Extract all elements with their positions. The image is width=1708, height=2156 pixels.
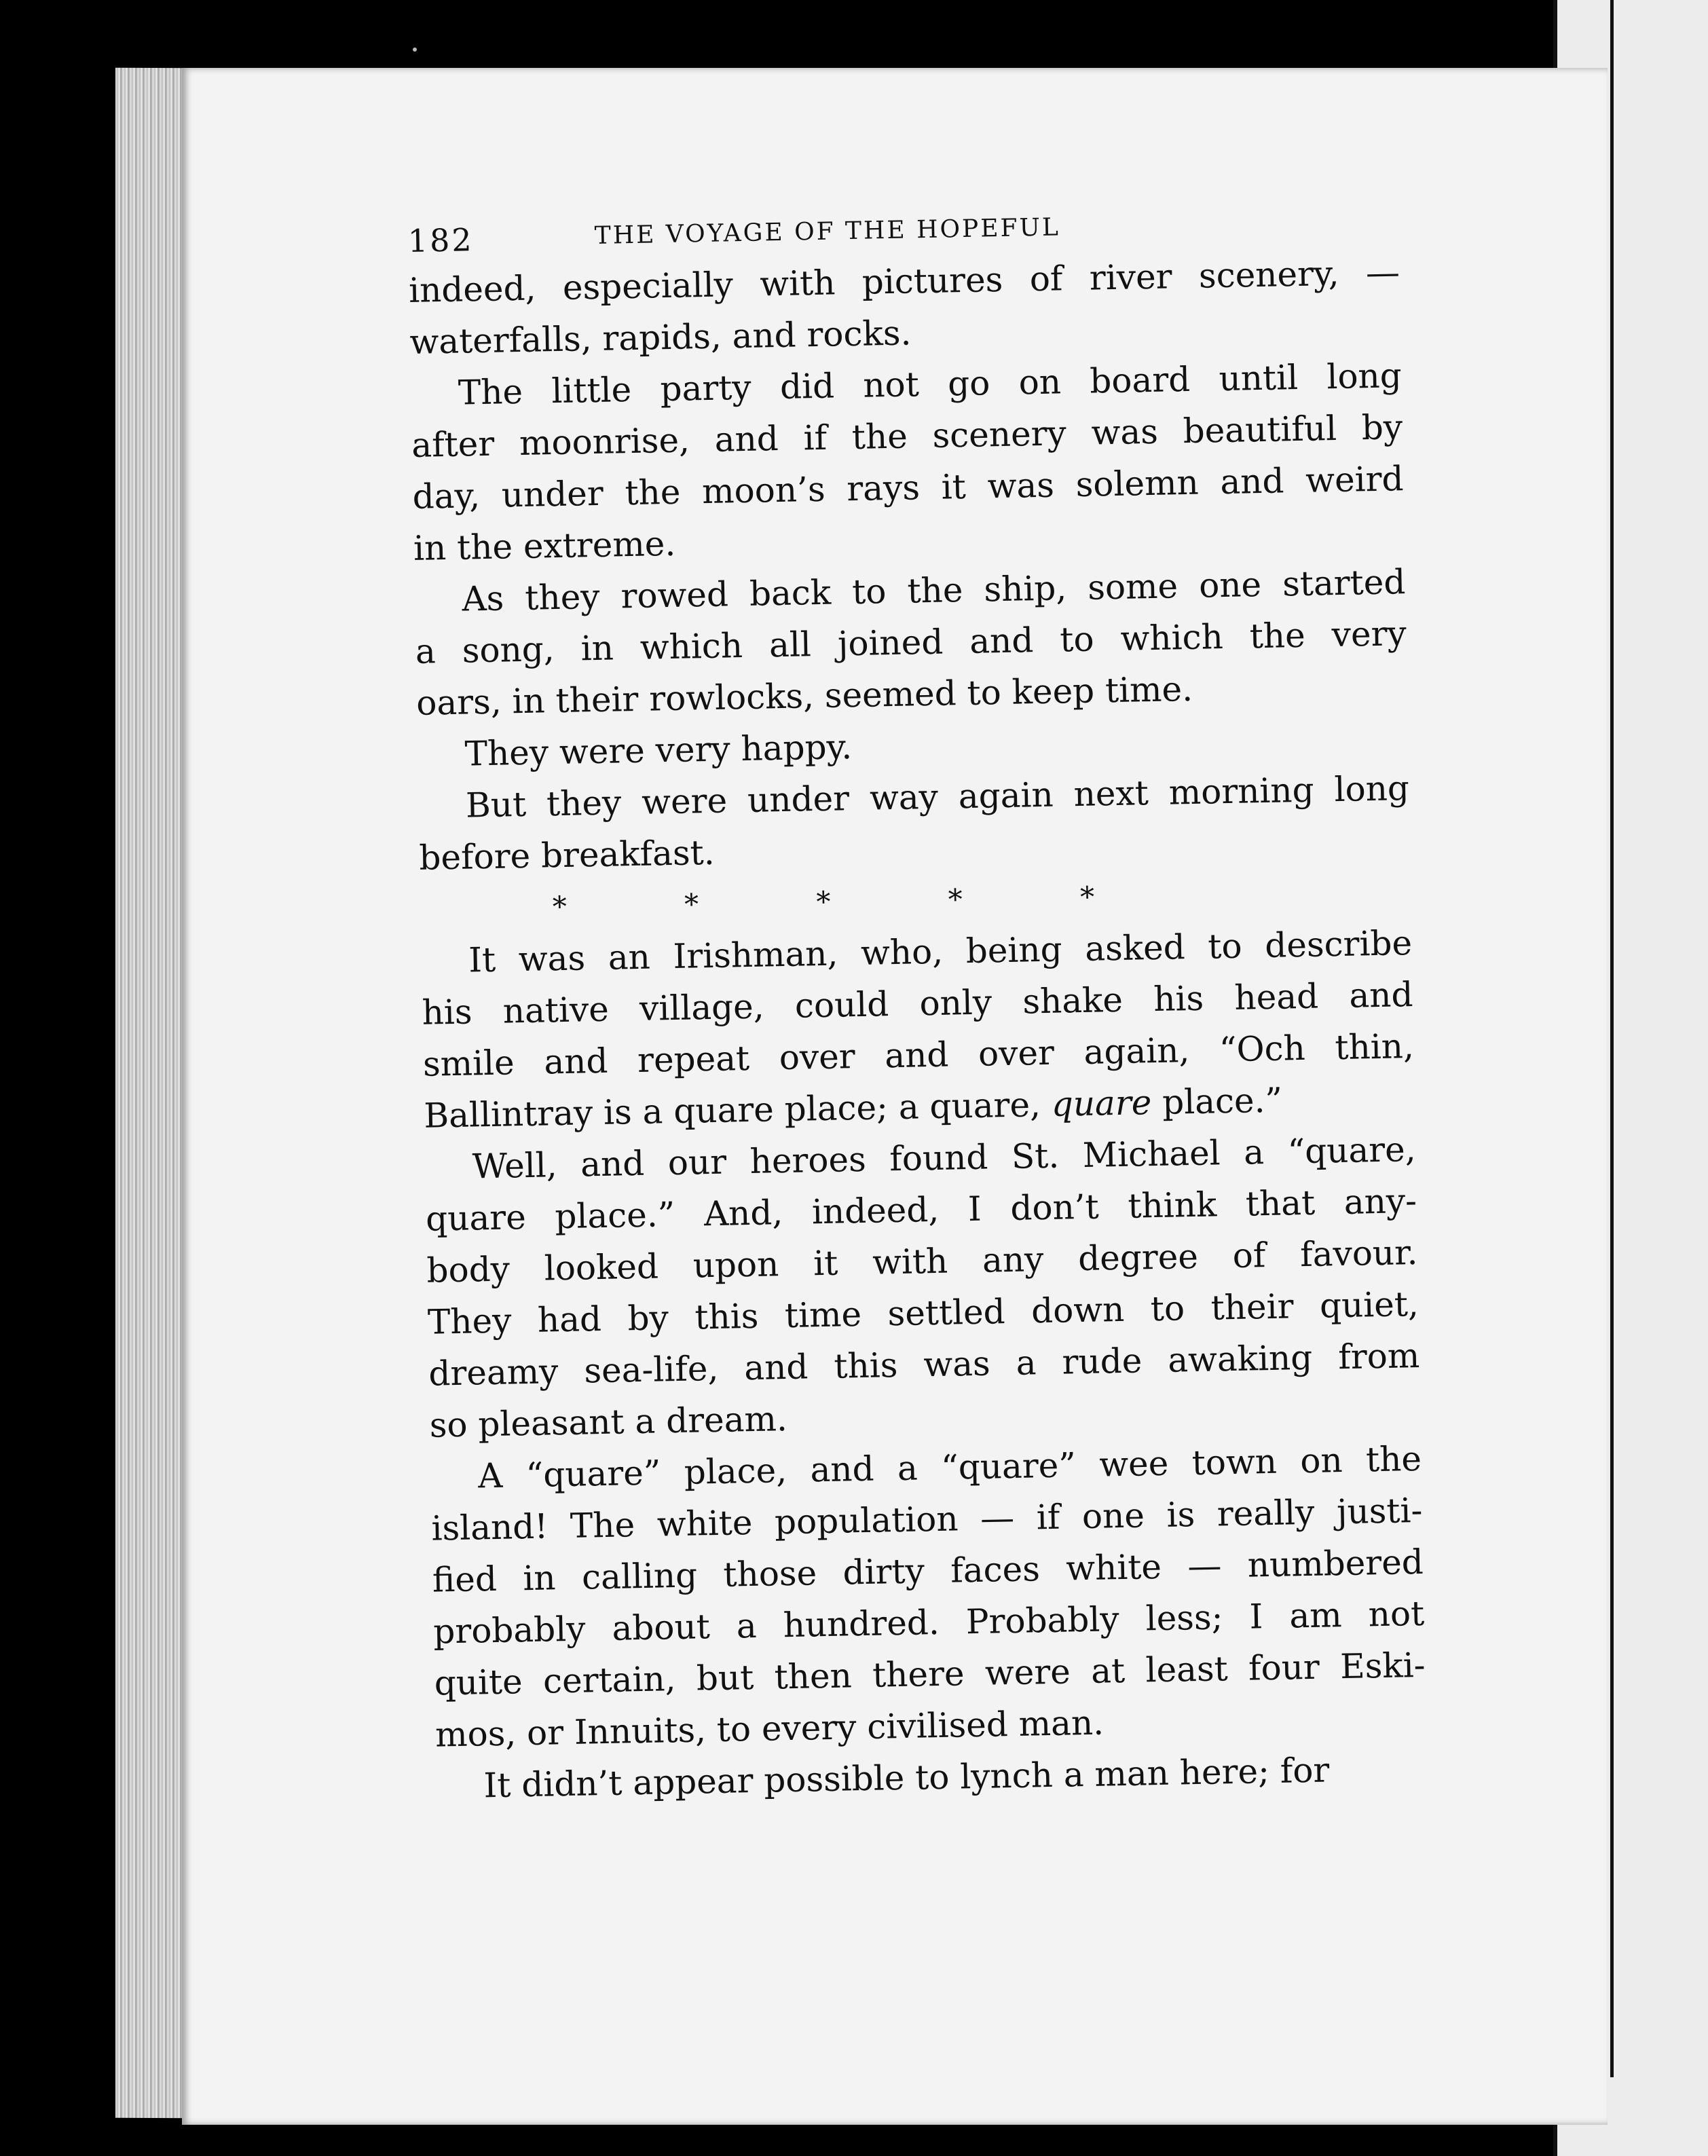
text-line: dreamy sea-life, and this was a rude awaking from [428,1335,1420,1394]
text-line: a song, in which all joined and to which the very [415,614,1407,671]
text-line: body looked upon it with any degree of favour. [426,1232,1418,1290]
text-line: after moonrise, and if the scenery was beautiful by [411,407,1403,465]
page-text-block [407,192,1428,1812]
dust-speck [413,48,417,52]
text-line: quare place.” And, indeed, I don’t think that any- [425,1181,1417,1239]
text-line: smile and repeat over and over again, “Och thin, [422,1026,1415,1084]
page-number: 182 [407,221,475,259]
section-break-asterisms: * * * * * [552,880,1095,924]
running-title: THE VOYAGE OF THE HOPEFUL [594,213,1061,250]
paragraph [417,762,1411,884]
paragraph [414,556,1408,729]
text-line: It didn’t appear possible to lynch a man here; for [483,1750,1330,1806]
text-line: quite certain, but then there were at least four Eski- [434,1645,1426,1703]
text-line: before breakfast. [418,832,716,878]
text-line: island! The white population — if one is really justi- [431,1490,1423,1548]
text-line: waterfalls, rapids, and rocks. [409,313,912,362]
text-line: indeed, especially with pictures of river scenery, — [408,253,1400,310]
paragraph [424,1123,1421,1451]
text-line: probably about a hundred. Probably less; I am not [432,1593,1425,1652]
paragraph [410,350,1405,574]
text-line: The little party did not go on board until long [458,356,1403,413]
text-line: mos, or Innuits, to every civilised man. [434,1703,1104,1755]
text-line: But they were under way again next morning long [465,768,1410,825]
paragraph [421,917,1415,1142]
text-line: oars, in their rowlocks, seemed to keep time. [415,669,1193,723]
text-line: day, under the moon’s rays it was solemn and weird [412,459,1405,517]
text-line: so pleasant a dream. [429,1399,788,1445]
body-text-part-2 [421,917,1428,1813]
paragraph [408,246,1401,368]
body-text-part-1 [408,246,1410,884]
text-line: in the extreme. [413,523,676,568]
text-line: It was an Irishman, who, being asked to describe [468,923,1413,980]
text-line: Ballintray is a quare place; a quare, quare place.” [423,1080,1283,1136]
text-line: As they rowed back to the ship, some one started [461,562,1406,619]
page-edge-stack [115,68,190,2119]
text-line: Well, and our heroes found St. Michael a “quare, [472,1130,1417,1187]
text-line: They had by this time settled down to their quiet, [427,1284,1419,1342]
paragraph [430,1433,1426,1761]
text-line: his native village, could only shake his head and [422,975,1413,1033]
gutter-line [1610,0,1614,2077]
text-line: They were very happy. [464,727,853,774]
text-line: fied in calling those dirty faces white — numbered [432,1542,1424,1600]
text-line: A “quare” place, and a “quare” wee town on the [477,1438,1422,1496]
